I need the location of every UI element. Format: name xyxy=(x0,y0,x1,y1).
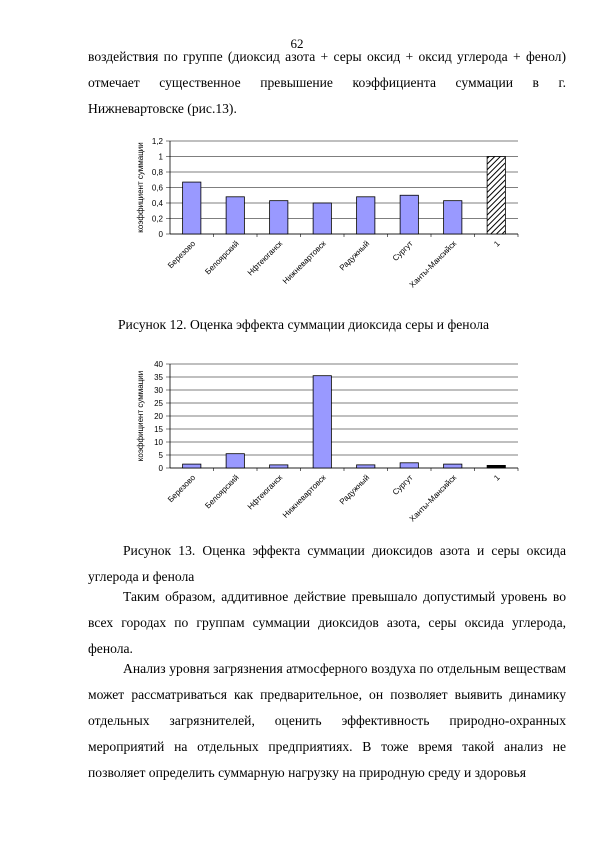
x-tick-label: Нижневартовск xyxy=(280,239,328,286)
bar-2 xyxy=(226,454,244,468)
paragraph-analysis: Анализ уровня загрязнения атмосферного воздуха по отдельным веществам может рассматриваться как предварительное, он позволяет выявить динамику отдельных загрязнителей, оценить эффективность природно-охранных мероприятий на отдельных предприятиях. В тоже время такой анализ не позволяет определить суммарную нагрузку на природную среду и здоровья xyxy=(88,661,566,780)
bar-4 xyxy=(313,376,331,468)
bar-5 xyxy=(357,197,375,234)
caption-figure-12: Рисунок 12. Оценка эффекта суммации диоксида серы и фенола xyxy=(118,317,490,332)
x-tick-label: Нфтеюганск xyxy=(245,239,285,278)
x-tick-label: Нижневартовск xyxy=(280,473,328,520)
bar-2 xyxy=(226,197,244,234)
y-tick-label: 25 xyxy=(154,399,163,408)
x-tick-label: Белоярский xyxy=(203,473,241,511)
y-tick-label: 35 xyxy=(154,373,163,382)
bar-8 xyxy=(487,465,505,468)
bar-1 xyxy=(183,464,201,468)
chart-1 xyxy=(136,137,518,289)
bar-8 xyxy=(487,157,505,235)
page-number: 62 xyxy=(290,36,304,51)
y-tick-label: 15 xyxy=(154,425,163,434)
y-tick-label: 5 xyxy=(158,451,163,460)
x-tick-label: Нфтеюганск xyxy=(245,473,285,512)
y-tick-label: 1 xyxy=(158,152,163,162)
y-axis-label: коэффициент суммации xyxy=(136,142,145,233)
x-tick-label: Березово xyxy=(166,239,198,271)
y-tick-label: 10 xyxy=(154,438,163,447)
bar-5 xyxy=(357,465,375,468)
y-tick-label: 0,2 xyxy=(151,214,163,224)
y-tick-label: 40 xyxy=(154,360,163,369)
y-tick-label: 20 xyxy=(154,412,163,421)
y-tick-label: 0 xyxy=(158,464,163,473)
paragraph-intro: воздействия по группе (диоксид азота + серы оксид + оксид углерода + фенол) отмечает существенное превышение коэффициента суммации в г. Нижневартовске (рис.13). xyxy=(88,49,566,116)
y-tick-label: 0 xyxy=(158,230,163,239)
caption-figure-13: Рисунок 13. Оценка эффекта суммации диоксидов азота и серы оксида углерода и фенола xyxy=(88,543,566,584)
x-tick-label: Ханты-Мансийск xyxy=(407,239,459,290)
chart-2 xyxy=(136,360,518,523)
bar-1 xyxy=(183,182,201,234)
y-tick-label: 1,2 xyxy=(151,137,163,146)
bar-4 xyxy=(313,203,331,234)
bar-3 xyxy=(270,465,288,468)
x-tick-label: Сургут xyxy=(390,239,415,263)
bar-7 xyxy=(444,464,462,468)
y-axis-label: коэффициент суммации xyxy=(136,370,145,462)
x-tick-label: Белоярский xyxy=(203,239,241,277)
x-tick-label: 1 xyxy=(492,239,502,249)
y-tick-label: 30 xyxy=(154,386,163,395)
x-tick-label: Радужный xyxy=(337,239,372,273)
bar-3 xyxy=(270,201,288,234)
x-tick-label: Радужный xyxy=(337,473,372,507)
x-tick-label: Сургут xyxy=(390,473,415,497)
y-tick-label: 0,8 xyxy=(151,168,163,177)
bar-7 xyxy=(444,201,462,234)
paragraph-conclusion: Таким образом, аддитивное действие превышало допустимый уровень во всех городах по группам суммации диоксидов азота, серы оксида углерода, фенола. xyxy=(88,589,566,656)
x-tick-label: Березово xyxy=(166,473,198,505)
y-tick-label: 0,4 xyxy=(151,199,163,208)
bar-6 xyxy=(400,195,418,234)
bar-6 xyxy=(400,463,418,468)
x-tick-label: Ханты-Мансийск xyxy=(407,473,459,524)
x-tick-label: 1 xyxy=(492,473,502,483)
y-tick-label: 0,6 xyxy=(151,183,163,193)
